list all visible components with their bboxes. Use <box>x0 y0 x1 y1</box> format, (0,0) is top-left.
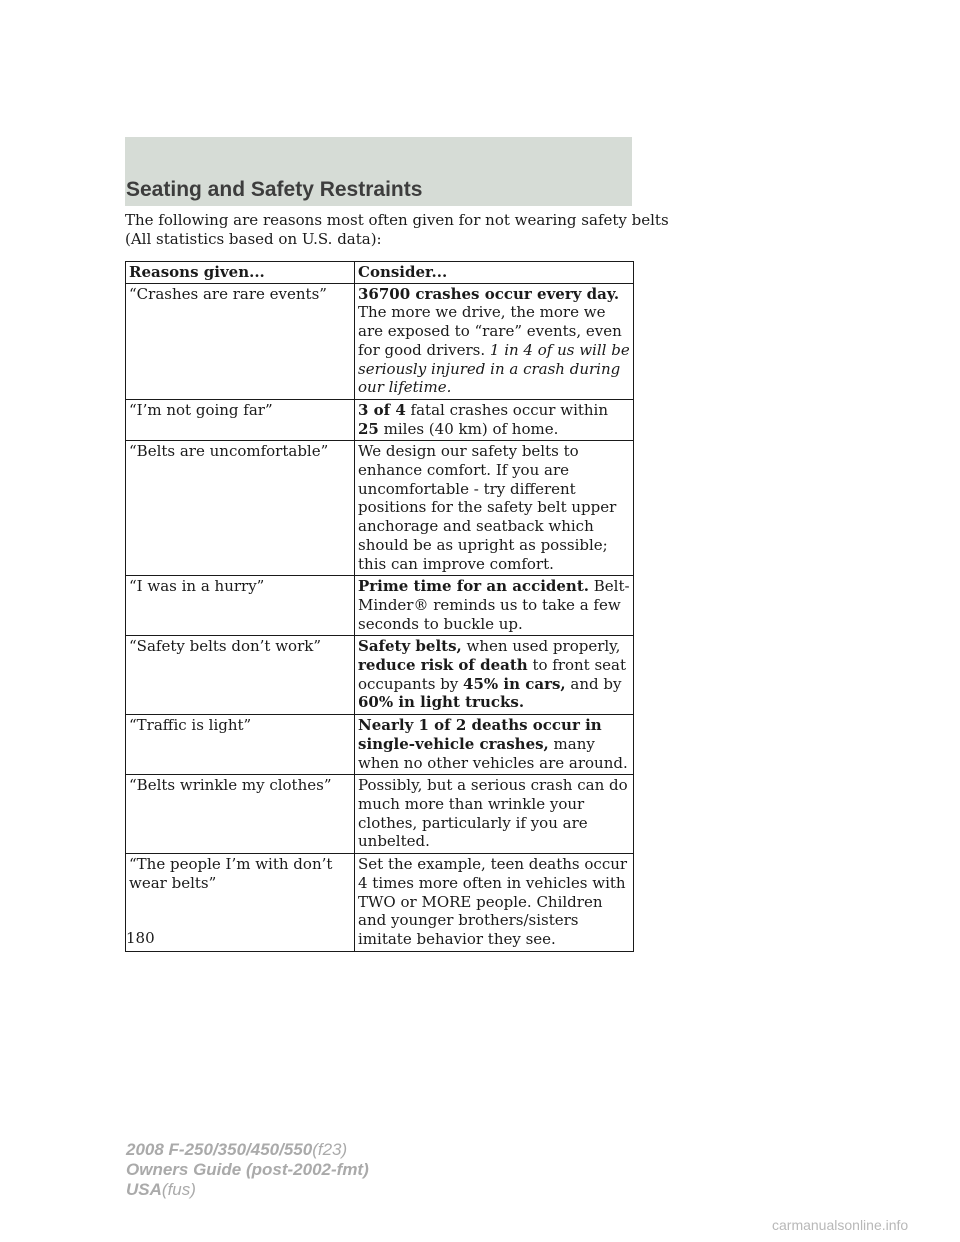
table-row <box>126 854 634 952</box>
table-row <box>126 399 634 440</box>
consider-cell <box>355 441 634 576</box>
consider-text-segment: 1 in 4 of us will be seriously injured in a crash during our lifetime. <box>358 340 630 397</box>
footer-line-2 <box>126 1160 369 1180</box>
document-footer <box>126 1140 369 1200</box>
consider-text-segment: when used properly, <box>461 637 621 656</box>
consider-text-segment: reduce risk of death <box>358 656 528 675</box>
consider-text-segment: many when no other vehicles are around. <box>358 734 628 772</box>
footer-market-code: (fus) <box>161 1180 196 1199</box>
page-number: 180 <box>126 929 155 947</box>
consider-text-segment: Set the example, teen deaths occur 4 times more often in vehicles with TWO or MORE people. Children and younger brothers/sisters imitate behavior they see. <box>358 855 628 948</box>
consider-text-segment: Belt-Minder® reminds us to take a few seconds to buckle up. <box>358 577 630 633</box>
watermark: carmanualsonline.info <box>772 1217 909 1233</box>
consider-cell <box>355 775 634 854</box>
column-header-reasons: Reasons given... <box>126 262 355 284</box>
consider-cell <box>355 636 634 715</box>
footer-guide: Owners Guide (post-2002-fmt) <box>126 1160 369 1179</box>
table-row <box>126 441 634 576</box>
consider-cell <box>355 715 634 775</box>
table-row <box>126 775 634 854</box>
consider-text-segment: 3 of 4 <box>358 400 406 419</box>
footer-model: 2008 F-250/350/450/550 <box>126 1140 313 1159</box>
table-header-row <box>126 262 634 284</box>
intro-paragraph <box>125 211 669 249</box>
consider-cell <box>355 576 634 636</box>
table-row <box>126 283 634 399</box>
consider-cell <box>355 854 634 952</box>
table-row <box>126 715 634 775</box>
reason-cell: “Belts are uncomfortable” <box>126 441 355 576</box>
section-title: Seating and Safety Restraints <box>126 178 423 201</box>
consider-text-segment: Nearly 1 of 2 deaths occur in single-vehicle crashes, <box>358 716 602 753</box>
reason-cell: “Traffic is light” <box>126 715 355 775</box>
consider-text-segment: miles (40 km) of home. <box>378 419 559 438</box>
consider-cell <box>355 399 634 440</box>
consider-text-segment: 36700 crashes occur every day. <box>358 284 620 303</box>
consider-text-segment: 45% in cars, <box>463 674 566 693</box>
reason-cell: “The people I’m with don’t wear belts” <box>126 854 355 952</box>
reason-cell: “Crashes are rare events” <box>126 283 355 399</box>
consider-text-segment: We design our safety belts to enhance comfort. If you are uncomfortable - try different positions for the safety belt upper anchorage and seatback which should be as upright as possible; this can improve comfort. <box>358 442 617 573</box>
reason-cell: “I was in a hurry” <box>126 576 355 636</box>
consider-text-segment: and by <box>565 674 622 693</box>
column-header-consider: Consider... <box>355 262 634 284</box>
intro-line-2: (All statistics based on U.S. data): <box>125 230 382 248</box>
table-row <box>126 576 634 636</box>
consider-text-segment: Prime time for an accident. <box>358 577 589 596</box>
footer-model-code: (f23) <box>312 1140 348 1159</box>
safety-belt-reasons-table <box>125 261 634 952</box>
consider-text-segment: The more we drive, the more we are exposed to “rare” events, even for good drivers. <box>358 303 622 359</box>
consider-text-segment: to front seat occupants by <box>358 656 627 693</box>
footer-line-1 <box>126 1140 369 1160</box>
footer-market: USA <box>126 1180 162 1199</box>
consider-cell <box>355 283 634 399</box>
consider-text-segment: Possibly, but a serious crash can do much more than wrinkle your clothes, particularly if you are unbelted. <box>358 776 628 851</box>
reason-cell: “Belts wrinkle my clothes” <box>126 775 355 854</box>
consider-text-segment: 60% in light trucks. <box>358 693 525 712</box>
reason-cell: “I’m not going far” <box>126 399 355 440</box>
consider-text-segment: Safety belts, <box>358 637 462 656</box>
intro-line-1: The following are reasons most often given for not wearing safety belts <box>125 211 669 229</box>
reason-cell: “Safety belts don’t work” <box>126 636 355 715</box>
footer-line-3 <box>126 1180 369 1200</box>
consider-text-segment: 25 <box>358 419 379 438</box>
table-row <box>126 636 634 715</box>
consider-text-segment: fatal crashes occur within <box>405 400 609 419</box>
